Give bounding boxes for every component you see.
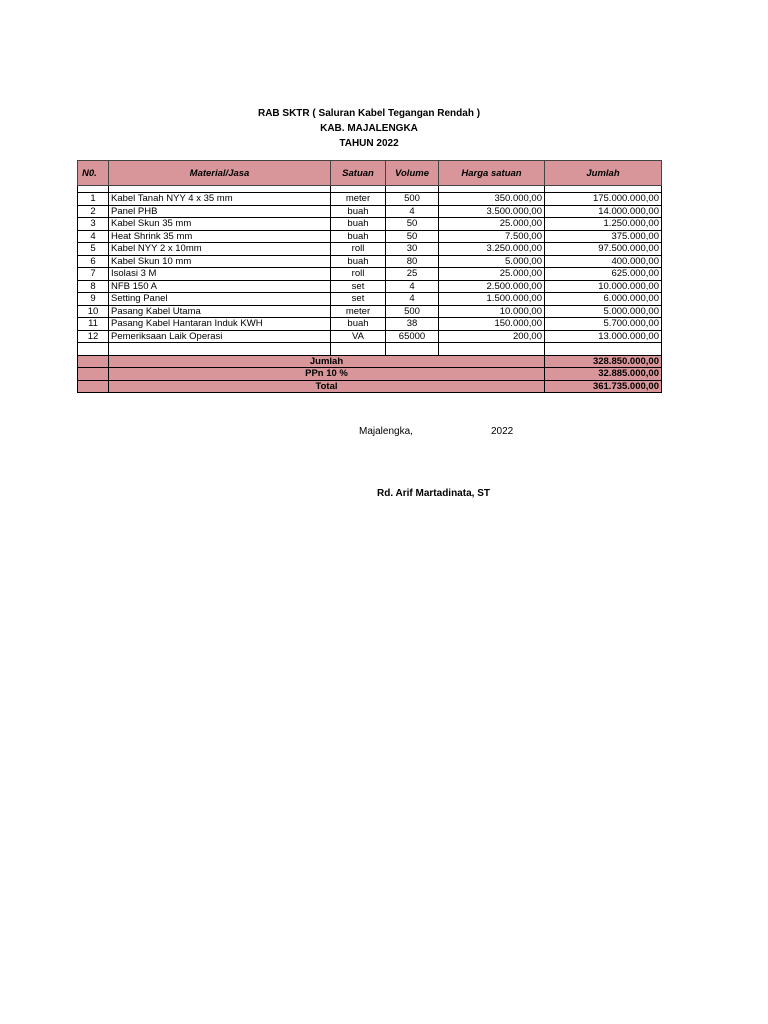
table-row (78, 243, 662, 256)
cell-item: Kabel NYY 2 x 10mm (109, 243, 331, 256)
cell-price: 10.000,00 (439, 305, 545, 318)
col-header-satuan: Satuan (331, 161, 386, 186)
cell-item: Kabel Skun 10 mm (109, 255, 331, 268)
cell-price: 2.500.000,00 (439, 280, 545, 293)
cell-unit: buah (331, 218, 386, 231)
cell-no: 3 (78, 218, 109, 231)
cell-no: 7 (78, 268, 109, 281)
cell-no: 11 (78, 318, 109, 331)
title-line-1: RAB SKTR ( Saluran Kabel Tegangan Rendah ) (257, 108, 481, 119)
empty-cell (386, 343, 439, 356)
cell-unit: roll (331, 268, 386, 281)
table-header-row (78, 161, 662, 186)
cell-volume: 25 (386, 268, 439, 281)
cell-no: 9 (78, 293, 109, 306)
cell-price: 150.000,00 (439, 318, 545, 331)
table-row (78, 193, 662, 206)
signature-year: 2022 (491, 426, 514, 437)
cell-item: Panel PHB (109, 205, 331, 218)
cell-total: 375.000,00 (545, 230, 662, 243)
cell-volume: 500 (386, 193, 439, 206)
cell-unit: buah (331, 255, 386, 268)
cell-item: Isolasi 3 M (109, 268, 331, 281)
empty-cell (109, 343, 331, 356)
summary-value: 361.735.000,00 (545, 380, 662, 393)
summary-value: 32.885.000,00 (545, 368, 662, 381)
signature-name: Rd. Arif Martadinata, ST (377, 488, 490, 499)
signature-date (359, 426, 514, 437)
cell-item: Pasang Kabel Utama (109, 305, 331, 318)
cell-unit: buah (331, 230, 386, 243)
cell-volume: 30 (386, 243, 439, 256)
cell-no: 12 (78, 330, 109, 343)
cell-total: 10.000.000,00 (545, 280, 662, 293)
empty-cell (439, 343, 545, 356)
cell-total: 14.000.000,00 (545, 205, 662, 218)
col-header-jumlah: Jumlah (545, 161, 662, 186)
col-header-no: N0. (78, 161, 109, 186)
cell-volume: 65000 (386, 330, 439, 343)
table-row (78, 330, 662, 343)
cell-item: NFB 150 A (109, 280, 331, 293)
table-row (78, 318, 662, 331)
cell-total: 97.500.000,00 (545, 243, 662, 256)
cell-no: 1 (78, 193, 109, 206)
cell-no: 10 (78, 305, 109, 318)
summary-blank (78, 380, 109, 393)
cell-item: Kabel Skun 35 mm (109, 218, 331, 231)
table-row (78, 205, 662, 218)
summary-blank (78, 368, 109, 381)
cell-price: 1.500.000,00 (439, 293, 545, 306)
cell-volume: 4 (386, 280, 439, 293)
summary-blank (78, 355, 109, 368)
cell-total: 13.000.000,00 (545, 330, 662, 343)
summary-label: Jumlah (109, 355, 545, 368)
summary-row (78, 368, 662, 381)
cell-volume: 50 (386, 230, 439, 243)
cell-unit: buah (331, 205, 386, 218)
cell-item: Setting Panel (109, 293, 331, 306)
table-row (78, 255, 662, 268)
cell-item: Heat Shrink 35 mm (109, 230, 331, 243)
cell-price: 200,00 (439, 330, 545, 343)
cell-unit: meter (331, 305, 386, 318)
cell-total: 5.000.000,00 (545, 305, 662, 318)
summary-value: 328.850.000,00 (545, 355, 662, 368)
cell-price: 350.000,00 (439, 193, 545, 206)
cell-no: 4 (78, 230, 109, 243)
cell-price: 25.000,00 (439, 218, 545, 231)
cell-volume: 50 (386, 218, 439, 231)
cell-unit: buah (331, 318, 386, 331)
cell-unit: VA (331, 330, 386, 343)
cell-price: 3.250.000,00 (439, 243, 545, 256)
document-title (0, 106, 738, 151)
empty-cell (78, 343, 109, 356)
summary-label: Total (109, 380, 545, 393)
cell-unit: set (331, 293, 386, 306)
cell-no: 2 (78, 205, 109, 218)
cell-total: 5.700.000,00 (545, 318, 662, 331)
cell-volume: 500 (386, 305, 439, 318)
table-row (78, 218, 662, 231)
cell-no: 6 (78, 255, 109, 268)
cell-total: 6.000.000,00 (545, 293, 662, 306)
cell-item: Pasang Kabel Hantaran Induk KWH (109, 318, 331, 331)
signature-place: Majalengka, (359, 426, 413, 437)
cell-volume: 4 (386, 293, 439, 306)
cell-unit: set (331, 280, 386, 293)
col-header-volume: Volume (386, 161, 439, 186)
cell-item: Pemeriksaan Laik Operasi (109, 330, 331, 343)
cell-no: 8 (78, 280, 109, 293)
cell-volume: 80 (386, 255, 439, 268)
table-row (78, 305, 662, 318)
cell-volume: 38 (386, 318, 439, 331)
summary-row (78, 380, 662, 393)
table-row (78, 280, 662, 293)
cell-price: 3.500.000,00 (439, 205, 545, 218)
table-row (78, 268, 662, 281)
cell-total: 175.000.000,00 (545, 193, 662, 206)
cell-price: 7.500,00 (439, 230, 545, 243)
table-row (78, 230, 662, 243)
cell-unit: roll (331, 243, 386, 256)
cell-total: 1.250.000,00 (545, 218, 662, 231)
cell-no: 5 (78, 243, 109, 256)
summary-label: PPn 10 % (109, 368, 545, 381)
cell-price: 25.000,00 (439, 268, 545, 281)
rab-table (77, 160, 662, 393)
col-header-harga: Harga satuan (439, 161, 545, 186)
empty-row (78, 343, 662, 356)
summary-row (78, 355, 662, 368)
cell-unit: meter (331, 193, 386, 206)
empty-cell (545, 343, 662, 356)
table-row (78, 293, 662, 306)
title-line-3: TAHUN 2022 (339, 138, 399, 149)
title-line-2: KAB. MAJALENGKA (320, 123, 418, 134)
cell-total: 400.000,00 (545, 255, 662, 268)
cell-total: 625.000,00 (545, 268, 662, 281)
empty-cell (331, 343, 386, 356)
cell-price: 5.000,00 (439, 255, 545, 268)
cell-volume: 4 (386, 205, 439, 218)
spacer-row (78, 186, 662, 193)
col-header-material: Material/Jasa (109, 161, 331, 186)
cell-item: Kabel Tanah NYY 4 x 35 mm (109, 193, 331, 206)
